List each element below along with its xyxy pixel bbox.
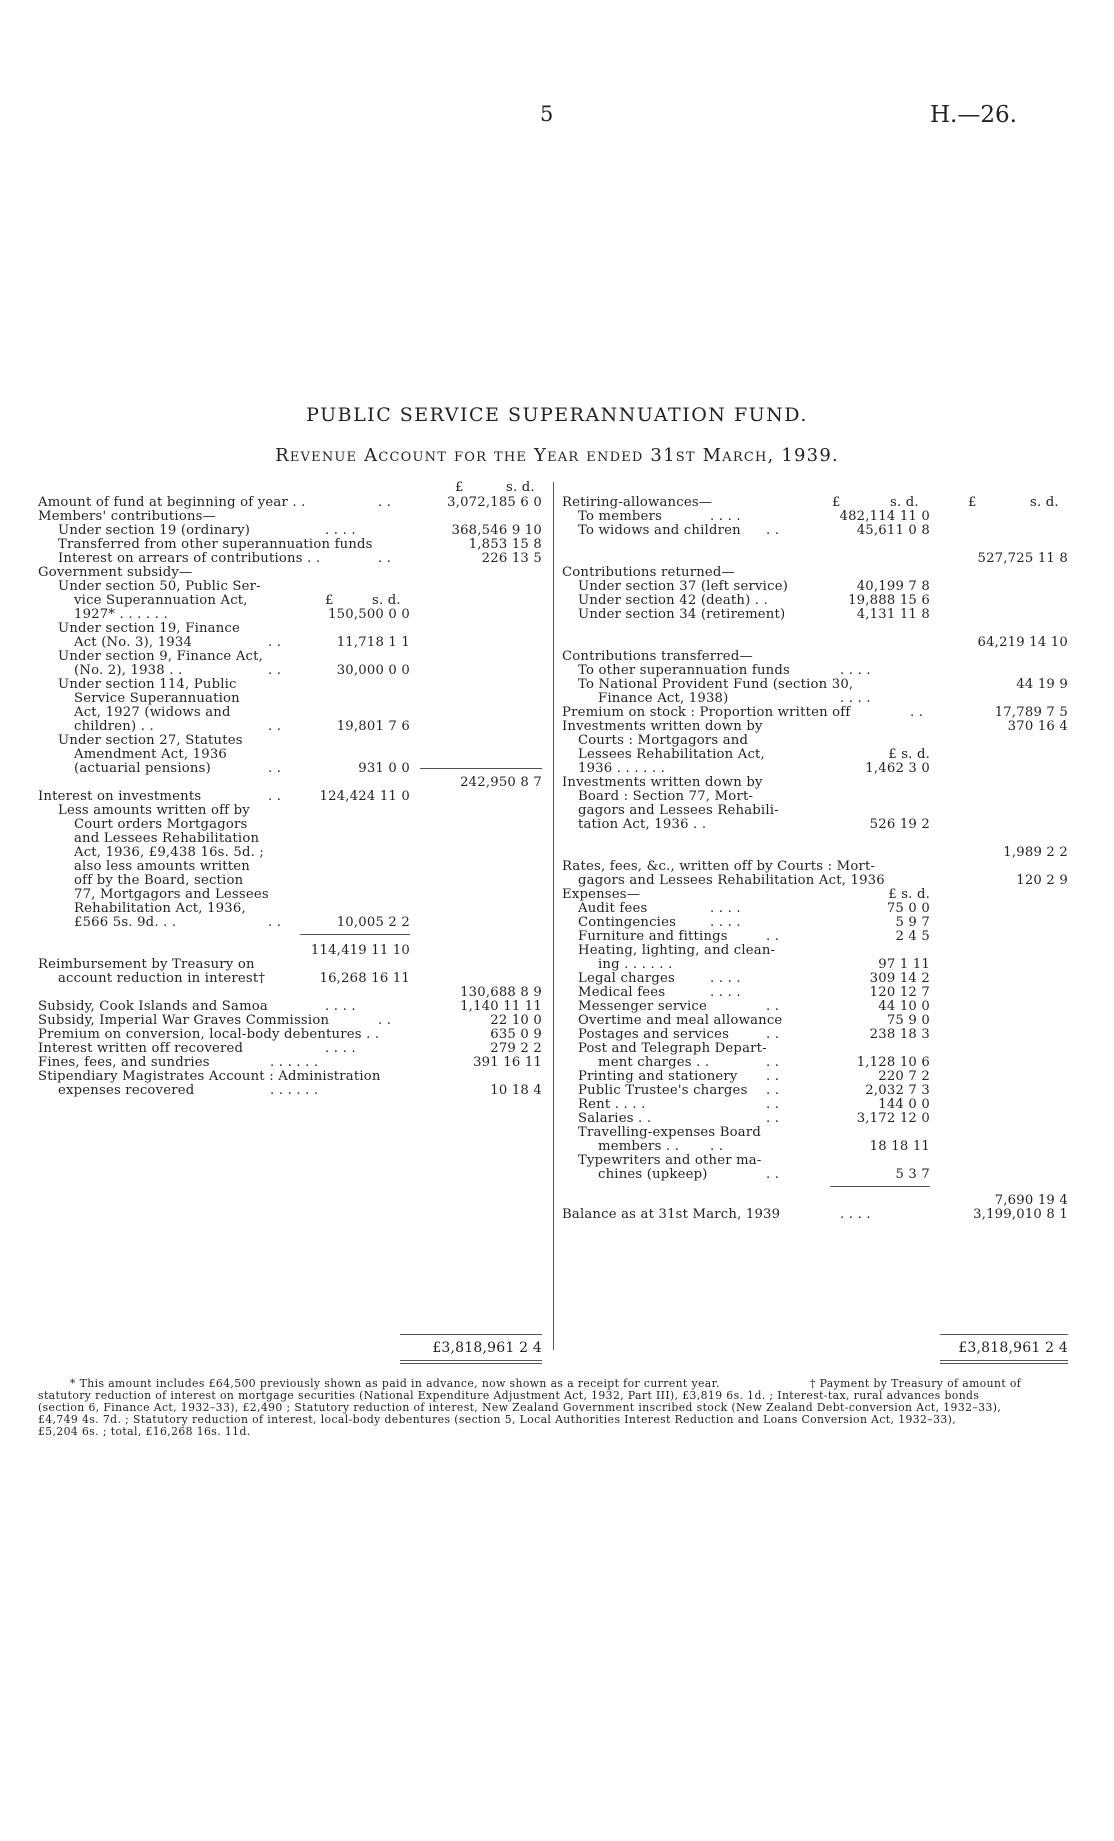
left-line: £566 5s. 9d. . .: [74, 915, 177, 930]
right-line: Premium on stock : Proportion written off: [562, 705, 851, 720]
right-inner-value: 144 0 0: [878, 1097, 930, 1112]
left-line: Court orders Mortgagors: [74, 817, 248, 832]
document-code: H.—26.: [930, 102, 1017, 128]
total-rule: [940, 1334, 1068, 1335]
right-inner-value: 45,611 0 8: [856, 523, 930, 538]
right-outer-value: 120 2 9: [1016, 873, 1068, 888]
left-line: Act, 1927 (widows and: [74, 705, 231, 720]
left-line: Interest on investments: [38, 789, 202, 804]
left-line: Under section 19 (ordinary): [58, 523, 251, 538]
left-line: Rehabilitation Act, 1936,: [74, 901, 246, 916]
right-line: Audit fees: [578, 901, 648, 916]
subtotal-rule: [300, 934, 410, 935]
right-inner-value: 120 12 7: [869, 985, 930, 1000]
right-inner-value: 309 14 2: [869, 971, 930, 986]
right-leader: . . . .: [840, 1207, 871, 1222]
left-line: Interest on arrears of contributions . .: [58, 551, 321, 566]
left-line: Premium on conversion, local-body debentures . .: [38, 1027, 380, 1042]
left-inner-value: 150,500 0 0: [328, 607, 410, 622]
left-inner-value: 114,419 11 10: [310, 943, 410, 958]
right-leader: . .: [910, 705, 924, 720]
left-outer-value: 279 2 2: [490, 1041, 542, 1056]
footnote-line: statutory reduction of interest on mortgage securities (National Expenditure Adjustment Act, 1932, Part III), £3,819 6s. 1d. ; Interest-tax, rural advances bonds: [38, 1389, 980, 1402]
right-line: gagors and Lessees Rehabilitation Act, 1936: [578, 873, 885, 888]
right-leader: . .: [766, 1167, 780, 1182]
left-leader: . . . .: [325, 523, 356, 538]
right-line: gagors and Lessees Rehabili-: [578, 803, 779, 818]
right-line: Travelling-expenses Board: [578, 1125, 762, 1140]
left-inner-pound-heading: £: [325, 593, 334, 608]
right-line: Balance as at 31st March, 1939: [562, 1207, 781, 1222]
left-leader: . .: [378, 551, 392, 566]
left-line: Amount of fund at beginning of year . .: [38, 495, 306, 510]
left-inner-value: 11,718 1 1: [336, 635, 410, 650]
right-line: Finance Act, 1938): [598, 691, 729, 706]
right-total: £3,818,961 2 4: [958, 1340, 1068, 1356]
footnote-line: (section 6, Finance Act, 1932–33), £2,490 ; Statutory reduction of interest, New Zealand Government inscribed stock (New Zealand Debt-conversion Act, 1932–33),: [38, 1401, 1002, 1414]
right-line: Overtime and meal allowance: [578, 1013, 783, 1028]
left-line: Subsidy, Imperial War Graves Commission: [38, 1013, 330, 1028]
left-line: Amendment Act, 1936: [74, 747, 228, 762]
left-inner-value: 931 0 0: [358, 761, 410, 776]
subtotal-rule: [830, 1186, 930, 1187]
subtotal-rule: [420, 768, 542, 769]
right-line: Contingencies: [578, 915, 677, 930]
right-line: To National Provident Fund (section 30,: [578, 677, 854, 692]
right-line: Salaries . .: [578, 1111, 652, 1126]
left-line: Under section 114, Public: [58, 677, 237, 692]
right-line: Under section 34 (retirement): [578, 607, 786, 622]
footnote-line: £4,749 4s. 7d. ; Statutory reduction of interest, local-body debentures (section 5, Local Authorities Interest Reduction and Loans Conversion Act, 1932–33),: [38, 1413, 957, 1426]
right-line: Retiring-allowances—: [562, 495, 713, 510]
right-line: chines (upkeep): [598, 1167, 708, 1182]
right-outer-value: 3,199,010 8 1: [973, 1207, 1068, 1222]
right-line: Post and Telegraph Depart-: [578, 1041, 767, 1056]
right-inner-value: 97 1 11: [878, 957, 930, 972]
right-inner-heading: £ s. d.: [888, 887, 930, 902]
right-line: Under section 42 (death) . .: [578, 593, 768, 608]
footnote-star: * This amount includes £64,500 previously shown as paid in advance, now shown as a receipt for current year.: [70, 1377, 720, 1390]
right-inner-value: 18 18 11: [869, 1139, 930, 1154]
right-inner-value: 19,888 15 6: [848, 593, 930, 608]
left-outer-value: 3,072,185 6 0: [447, 495, 542, 510]
left-outer-value: 1,140 11 11: [460, 999, 542, 1014]
left-line: children) . .: [74, 719, 154, 734]
total-rule: [400, 1360, 542, 1361]
right-inner-value: 5 9 7: [895, 915, 930, 930]
total-rule: [940, 1360, 1068, 1361]
right-line: Printing and stationery: [578, 1069, 738, 1084]
left-outer-value: 130,688 8 9: [460, 985, 542, 1000]
left-line: 77, Mortgagors and Lessees: [74, 887, 269, 902]
right-inner-value: 75 9 0: [886, 1013, 930, 1028]
left-line: Act (No. 3), 1934: [74, 635, 193, 650]
left-inner-value: 124,424 11 0: [319, 789, 410, 804]
right-outer-value: 7,690 19 4: [994, 1193, 1068, 1208]
right-inner-value: 2,032 7 3: [865, 1083, 930, 1098]
left-line: Subsidy, Cook Islands and Samoa: [38, 999, 268, 1014]
left-line: (No. 2), 1938 . .: [74, 663, 183, 678]
left-inner-value: 16,268 16 11: [319, 971, 410, 986]
left-leader: . .: [378, 495, 392, 510]
left-sd-heading: s. d.: [506, 480, 535, 495]
right-inner-value: 5 3 7: [895, 1167, 930, 1182]
left-leader: . . . .: [325, 1041, 356, 1056]
page-number: 5: [540, 102, 554, 126]
left-line: Service Superannuation: [74, 691, 240, 706]
right-line: Heating, lighting, and clean-: [578, 943, 776, 958]
right-line: Postages and services: [578, 1027, 730, 1042]
left-line: Act, 1936, £9,438 16s. 5d. ;: [74, 845, 265, 860]
right-inner-value: 238 18 3: [869, 1027, 930, 1042]
right-leader: . . . .: [710, 509, 741, 524]
right-line: Rates, fees, &c., written off by Courts : Mort-: [562, 859, 876, 874]
right-line: Expenses—: [562, 887, 641, 902]
left-line: Under section 9, Finance Act,: [58, 649, 264, 664]
left-leader: . .: [268, 719, 282, 734]
left-line: Fines, fees, and sundries: [38, 1055, 210, 1070]
left-line: account reduction in interest†: [58, 971, 266, 986]
left-leader: . .: [268, 761, 282, 776]
left-line: Government subsidy—: [38, 565, 193, 580]
right-line: Contributions returned—: [562, 565, 735, 580]
left-line: Members' contributions—: [38, 509, 217, 524]
column-divider: [553, 482, 554, 1350]
left-leader: . . . . . .: [270, 1083, 319, 1098]
left-inner-value: 30,000 0 0: [336, 663, 410, 678]
right-line: Rent . . . .: [578, 1097, 646, 1112]
right-pound-heading: £: [832, 495, 841, 510]
right-line: Courts : Mortgagors and: [578, 733, 749, 748]
right-inner-value: 3,172 12 0: [856, 1111, 930, 1126]
right-leader: . .: [766, 1083, 780, 1098]
left-leader: . . . .: [325, 999, 356, 1014]
left-line: 1927* . . . . . .: [74, 607, 168, 622]
right-line: members . .: [598, 1139, 680, 1154]
right-leader: . . . .: [840, 691, 871, 706]
right-leader: . .: [766, 1027, 780, 1042]
right-line: Under section 37 (left service): [578, 579, 789, 594]
left-outer-value: 635 0 9: [490, 1027, 542, 1042]
left-inner-value: 10,005 2 2: [336, 915, 410, 930]
left-outer-value: 242,950 8 7: [460, 775, 542, 790]
right-leader: . . . .: [840, 663, 871, 678]
left-line: expenses recovered: [58, 1083, 195, 1098]
left-line: Less amounts written off by: [58, 803, 250, 818]
left-outer-value: 391 16 11: [473, 1055, 542, 1070]
footnote-line: £5,204 6s. ; total, £16,268 16s. 11d.: [38, 1425, 251, 1438]
left-line: vice Superannuation Act,: [74, 593, 248, 608]
left-inner-value: 19,801 7 6: [336, 719, 410, 734]
total-rule: [400, 1363, 542, 1364]
right-leader: . . . .: [710, 915, 741, 930]
right-outer-value: 17,789 7 5: [994, 705, 1068, 720]
right-line: Investments written down by: [562, 719, 763, 734]
left-leader: . .: [268, 635, 282, 650]
right-inner-value: 220 7 2: [878, 1069, 930, 1084]
left-total: £3,818,961 2 4: [432, 1340, 542, 1356]
right-leader: . .: [766, 1069, 780, 1084]
right-line: Messenger service: [578, 999, 708, 1014]
right-line: Investments written down by: [562, 775, 763, 790]
right-line: To other superannuation funds: [578, 663, 790, 678]
right-line: ing . . . . . .: [598, 957, 673, 972]
left-leader: . .: [378, 1013, 392, 1028]
right-inner-value: 482,114 11 0: [839, 509, 930, 524]
right-leader: . .: [766, 999, 780, 1014]
right-inner-value: 1,128 10 6: [856, 1055, 930, 1070]
right-leader: . .: [766, 1111, 780, 1126]
left-line: Reimbursement by Treasury on: [38, 957, 255, 972]
left-line: Transferred from other superannuation funds: [58, 537, 373, 552]
right-leader: . .: [766, 523, 780, 538]
right-line: To widows and children: [578, 523, 741, 538]
right-leader: . . . .: [710, 971, 741, 986]
right-leader: . . . .: [710, 901, 741, 916]
left-line: off by the Board, section: [74, 873, 244, 888]
left-line: (actuarial pensions): [74, 761, 211, 776]
right-line: Furniture and fittings: [578, 929, 728, 944]
right-line: Public Trustee's charges: [578, 1083, 748, 1098]
left-line: Under section 19, Finance: [58, 621, 241, 636]
right-line: 1936 . . . . . .: [578, 761, 666, 776]
right-line: To members: [578, 509, 663, 524]
left-leader: . .: [268, 663, 282, 678]
left-line: Stipendiary Magistrates Account : Administration: [38, 1069, 381, 1084]
left-line: Under section 27, Statutes: [58, 733, 243, 748]
right-line: Typewriters and other ma-: [578, 1153, 762, 1168]
left-line: Under section 50, Public Ser-: [58, 579, 261, 594]
right-inner-value: 4,131 11 8: [856, 607, 930, 622]
right-line: ment charges . .: [598, 1055, 710, 1070]
right-line: Contributions transferred—: [562, 649, 753, 664]
right-inner-heading: £ s. d.: [888, 747, 930, 762]
right-inner-value: 526 19 2: [869, 817, 930, 832]
right-sd-heading-2: s. d.: [1030, 495, 1059, 510]
right-inner-value: 40,199 7 8: [856, 579, 930, 594]
right-outer-value: 64,219 14 10: [977, 635, 1068, 650]
right-inner-value: 44 10 0: [878, 999, 930, 1014]
right-line: Legal charges: [578, 971, 675, 986]
left-leader: . .: [268, 915, 282, 930]
right-sd-heading: s. d.: [890, 495, 919, 510]
right-leader: . .: [710, 1139, 724, 1154]
right-leader: . . . .: [710, 985, 741, 1000]
right-inner-value: 2 4 5: [895, 929, 930, 944]
left-outer-value: 368,546 9 10: [451, 523, 542, 538]
left-leader: . . . . . .: [270, 1055, 319, 1070]
right-leader: . .: [766, 1097, 780, 1112]
left-outer-value: 10 18 4: [490, 1083, 542, 1098]
right-outer-value: 370 16 4: [1007, 719, 1068, 734]
right-pound-heading-2: £: [968, 495, 977, 510]
page-subtitle: Revenue Account for the Year ended 31st March, 1939.: [275, 445, 839, 466]
left-line: and Lessees Rehabilitation: [74, 831, 260, 846]
total-rule: [940, 1363, 1068, 1364]
right-inner-value: 75 0 0: [886, 901, 930, 916]
right-outer-value: 44 19 9: [1016, 677, 1068, 692]
left-outer-value: 22 10 0: [490, 1013, 542, 1028]
right-line: Medical fees: [578, 985, 666, 1000]
left-line: Interest written off recovered: [38, 1041, 244, 1056]
left-line: also less amounts written: [74, 859, 250, 874]
left-outer-value: 1,853 15 8: [468, 537, 542, 552]
left-outer-value: 226 13 5: [481, 551, 542, 566]
left-pound-heading: £: [455, 480, 464, 495]
right-leader: . .: [766, 1055, 780, 1070]
left-inner-sd-heading: s. d.: [372, 593, 401, 608]
left-leader: . .: [268, 789, 282, 804]
page-title: PUBLIC SERVICE SUPERANNUATION FUND.: [306, 404, 808, 426]
right-inner-value: 1,462 3 0: [865, 761, 930, 776]
right-outer-value: 527,725 11 8: [977, 551, 1068, 566]
right-line: Board : Section 77, Mort-: [578, 789, 754, 804]
right-leader: . .: [766, 929, 780, 944]
total-rule: [400, 1334, 542, 1335]
right-line: Lessees Rehabilitation Act,: [578, 747, 765, 762]
footnote-dagger: † Payment by Treasury of amount of: [810, 1377, 1022, 1390]
right-line: tation Act, 1936 . .: [578, 817, 707, 832]
right-outer-value: 1,989 2 2: [1003, 845, 1068, 860]
